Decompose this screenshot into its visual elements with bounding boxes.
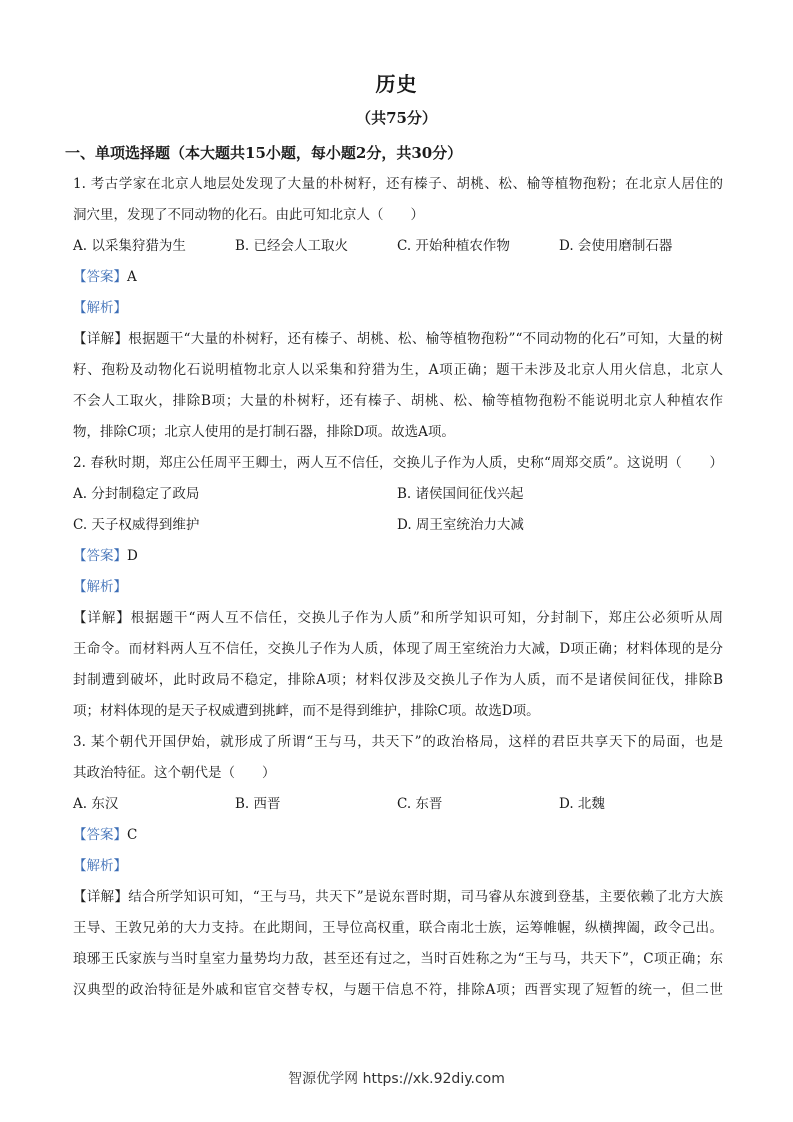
options-row	[73, 510, 723, 541]
detail-line	[73, 603, 723, 634]
options-row	[73, 231, 723, 262]
answer-value: C	[127, 827, 138, 843]
question-stem-line: 其政治特征。这个朝代是（ ）	[73, 765, 276, 781]
answer-tag: 【答案】	[73, 827, 127, 843]
detail-tag: 【详解】	[73, 610, 131, 626]
detail-tag: 【详解】	[73, 889, 129, 905]
detail-line: 汉典型的政治特征是外戚和宦官交替专权，与题干信息不符，排除A项；西晋实现了短暂的统一，但二世	[73, 982, 723, 998]
option-d: D. 周王室统治力大减	[397, 517, 524, 533]
detail-tag: 【详解】	[73, 331, 129, 347]
detail-line: 籽、孢粉及动物化石说明植物北京人以采集和狩猎为生，A项正确；题干未涉及北京人用火信息，北京人	[73, 362, 723, 378]
option-b: B. 诸侯国间征伐兴起	[397, 486, 524, 502]
detail-line: 王命令。而材料两人互不信任，交换儿子作为人质，体现了周王室统治力大减，D项正确；材料体现的是分	[73, 641, 723, 657]
page-title: 历史	[375, 72, 418, 96]
answer-tag: 【答案】	[73, 548, 127, 564]
detail-line: 封制遭到破坏，此时政局不稳定，排除A项；材料仅涉及交换儿子作为人质，而不是诸侯间征伐，排除B	[73, 672, 723, 688]
question-stem-line: 2. 春秋时期，郑庄公任周平王卿士，两人互不信任，交换儿子作为人质，史称“周郑交质”。这说明（ ）	[73, 455, 723, 471]
answer-line	[73, 262, 723, 293]
detail-line: 王导、王敦兄弟的大力支持。在此期间，王导位高权重，联合南北士族，运筹帷幄，纵横捭阖，政令己出。	[73, 920, 723, 936]
option-a: A. 以采集狩猎为生	[73, 238, 186, 254]
answer-value: D	[127, 548, 138, 564]
options-row	[73, 479, 723, 510]
detail-text: 根据题干“大量的朴树籽，还有榛子、胡桃、松、榆等植物孢粉”“不同动物的化石”可知，大量的树	[128, 331, 724, 347]
analysis-tag: 【解析】	[73, 858, 127, 874]
detail-line	[73, 324, 723, 355]
footer-watermark: 智源优学网 https://xk.92diy.com	[288, 1071, 505, 1087]
analysis-tag: 【解析】	[73, 579, 127, 595]
analysis-line	[73, 851, 723, 882]
question-1	[73, 169, 723, 448]
detail-line: 琅琊王氏家族与当时皇室力量势均力敌，甚至还有过之，当时百姓称之为“王与马，共天下”，C项正确；东	[73, 951, 723, 967]
question-stem-line: 1. 考古学家在北京人地层处发现了大量的朴树籽，还有榛子、胡桃、松、榆等植物孢粉；在北京人居住的	[73, 176, 723, 192]
option-c: C. 开始种植农作物	[397, 238, 510, 254]
option-b: B. 西晋	[235, 796, 281, 812]
detail-line: 项；材料体现的是天子权威遭到挑衅，而不是得到维护，排除C项。故选D项。	[73, 703, 540, 719]
detail-line: 物，排除C项；北京人使用的是打制石器，排除D项。故选A项。	[73, 424, 455, 440]
page-subtitle: （共75分）	[356, 109, 437, 127]
option-c: C. 天子权威得到维护	[73, 517, 200, 533]
option-a: A. 分封制稳定了政局	[73, 486, 200, 502]
analysis-line	[73, 293, 723, 324]
option-c: C. 东晋	[397, 796, 443, 812]
options-row	[73, 789, 723, 820]
option-d: D. 会使用磨制石器	[559, 238, 673, 254]
question-stem-line: 洞穴里，发现了不同动物的化石。由此可知北京人（ ）	[73, 207, 424, 223]
detail-text: 根据题干“两人互不信任，交换儿子作为人质”和所学知识可知，分封制下，郑庄公必须听从周	[130, 610, 723, 626]
option-a: A. 东汉	[73, 796, 119, 812]
document-body	[65, 138, 724, 1006]
question-stem-line: 3. 某个朝代开国伊始，就形成了所谓“王与马，共天下”的政治格局，这样的君臣共享天下的局面，也是	[73, 734, 723, 750]
option-b: B. 已经会人工取火	[235, 238, 349, 254]
question-3	[73, 727, 723, 1006]
detail-line	[73, 882, 723, 913]
answer-value: A	[127, 269, 137, 285]
answer-line	[73, 820, 723, 851]
answer-tag: 【答案】	[73, 269, 127, 285]
detail-line: 不会人工取火，排除B项；大量的朴树籽，还有榛子、胡桃、松、榆等植物孢粉不能说明北京人种植农作	[73, 393, 723, 409]
detail-text: 结合所学知识可知，“王与马，共天下”是说东晋时期，司马睿从东渡到登基，主要依赖了北方大族	[128, 889, 723, 905]
section-heading: 一、单项选择题（本大题共15小题，每小题2分，共30分）	[65, 144, 463, 162]
analysis-tag: 【解析】	[73, 300, 127, 316]
option-d: D. 北魏	[559, 796, 605, 812]
question-2	[73, 448, 723, 727]
analysis-line	[73, 572, 723, 603]
answer-line	[73, 541, 723, 572]
